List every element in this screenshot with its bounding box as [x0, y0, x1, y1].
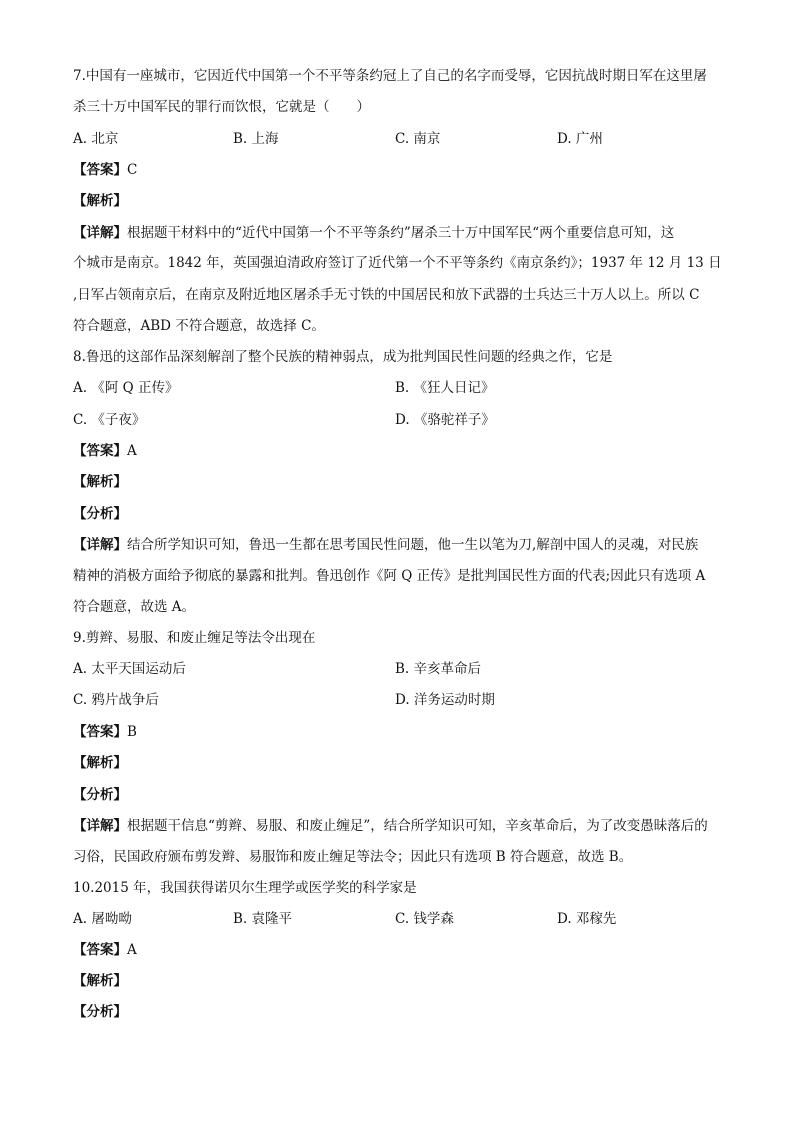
q10-option-d: D. 邓稼先	[557, 911, 617, 927]
q9-stem: 9.剪辫、易服、和废止缠足等法令出现在	[73, 630, 316, 646]
q8-analysis-tag: 【解析】	[73, 474, 127, 490]
q7-option-b: B. 上海	[233, 131, 279, 147]
q8-option-c: C. 《子夜》	[73, 412, 146, 428]
q9-analysis-tag: 【解析】	[73, 755, 127, 771]
q7-analysis-tag: 【解析】	[73, 193, 127, 209]
q8-stem: 8.鲁迅的这部作品深刻解剖了整个民族的精神弱点，成为批判国民性问题的经典之作，它是	[73, 349, 613, 365]
q10-option-b: B. 袁隆平	[233, 911, 293, 927]
q8-detail-line3: 符合题意，故选 A。	[73, 599, 196, 615]
q7-option-a: A. 北京	[73, 131, 119, 147]
q8-option-b: B. 《狂人日记》	[395, 380, 495, 396]
answer-tag: 【答案】	[73, 443, 127, 459]
q10-option-c: C. 钱学森	[395, 911, 454, 927]
q8-detail-line2: 精神的消极方面给予彻底的暴露和批判。鲁迅创作《阿 Q 正传》是批判国民性方面的代表;因此只有选项 A	[73, 568, 706, 584]
q7-detail-line2: 个城市是南京。1842 年，英国强迫清政府签订了近代第一个不平等条约《南京条约》；1937 年 12 月 13 日	[73, 255, 722, 271]
q7-detail-line1: 【详解】根据题干材料中的“近代中国第一个不平等条约”屠杀三十万中国军民“两个重要信息可知，这	[73, 225, 675, 241]
q10-option-a: A. 屠呦呦	[73, 911, 132, 927]
answer-tag: 【答案】	[73, 724, 127, 740]
answer-value: B	[127, 724, 137, 740]
answer-value: C	[127, 162, 138, 178]
q8-answer-row	[73, 441, 137, 461]
q7-option-c: C. 南京	[395, 131, 441, 147]
q8-fenxi-tag: 【分析】	[73, 506, 127, 522]
q10-stem: 10.2015 年，我国获得诺贝尔生理学或医学奖的科学家是	[73, 880, 417, 896]
answer-value: A	[127, 443, 137, 459]
q7-option-d: D. 广州	[557, 131, 603, 147]
q9-option-c: C. 鸦片战争后	[73, 692, 159, 708]
q10-fenxi-tag: 【分析】	[73, 1004, 127, 1020]
answer-tag: 【答案】	[73, 942, 127, 958]
q7-answer-row	[73, 160, 137, 180]
answer-tag: 【答案】	[73, 162, 127, 178]
q8-detail-line1: 【详解】结合所学知识可知，鲁迅一生都在思考国民性问题，他一生以笔为刀,解剖中国人的灵魂，对民族	[73, 537, 699, 553]
q8-option-d: D. 《骆驼祥子》	[395, 412, 495, 428]
q9-option-d: D. 洋务运动时期	[395, 692, 495, 708]
detail-tag: 【详解】	[73, 818, 127, 834]
q9-detail-line1: 【详解】根据题干信息“剪辫、易服、和废止缠足”，结合所学知识可知，辛亥革命后，为了改变愚昧落后的	[73, 818, 708, 834]
q9-option-b: B. 辛亥革命后	[395, 661, 482, 677]
q9-fenxi-tag: 【分析】	[73, 787, 127, 803]
q8-option-a: A. 《阿 Q 正传》	[73, 380, 179, 396]
answer-value: A	[127, 942, 137, 958]
q7-detail-line3: ,日军占领南京后，在南京及附近地区屠杀手无寸铁的中国居民和放下武器的士兵达三十万人以上。所以 C	[73, 287, 700, 303]
q7-detail-line4: 符合题意，ABD 不符合题意，故选择 C。	[73, 318, 325, 334]
q9-detail-line2: 习俗，民国政府颁布剪发辫、易服饰和废止缠足等法令；因此只有选项 B 符合题意，故选 B。	[73, 849, 633, 865]
q10-analysis-tag: 【解析】	[73, 973, 127, 989]
q9-answer-row	[73, 722, 137, 742]
detail-tag: 【详解】	[73, 537, 127, 553]
detail-tag: 【详解】	[73, 225, 127, 241]
q7-stem-line2: 杀三十万中国军民的罪行而饮恨，它就是（ ）	[73, 99, 370, 115]
q10-answer-row	[73, 940, 137, 960]
q9-option-a: A. 太平天国运动后	[73, 661, 186, 677]
q7-stem-line1: 7.中国有一座城市，它因近代中国第一个不平等条约冠上了自己的名字而受辱，它因抗战时期日军在这里屠	[73, 68, 707, 84]
